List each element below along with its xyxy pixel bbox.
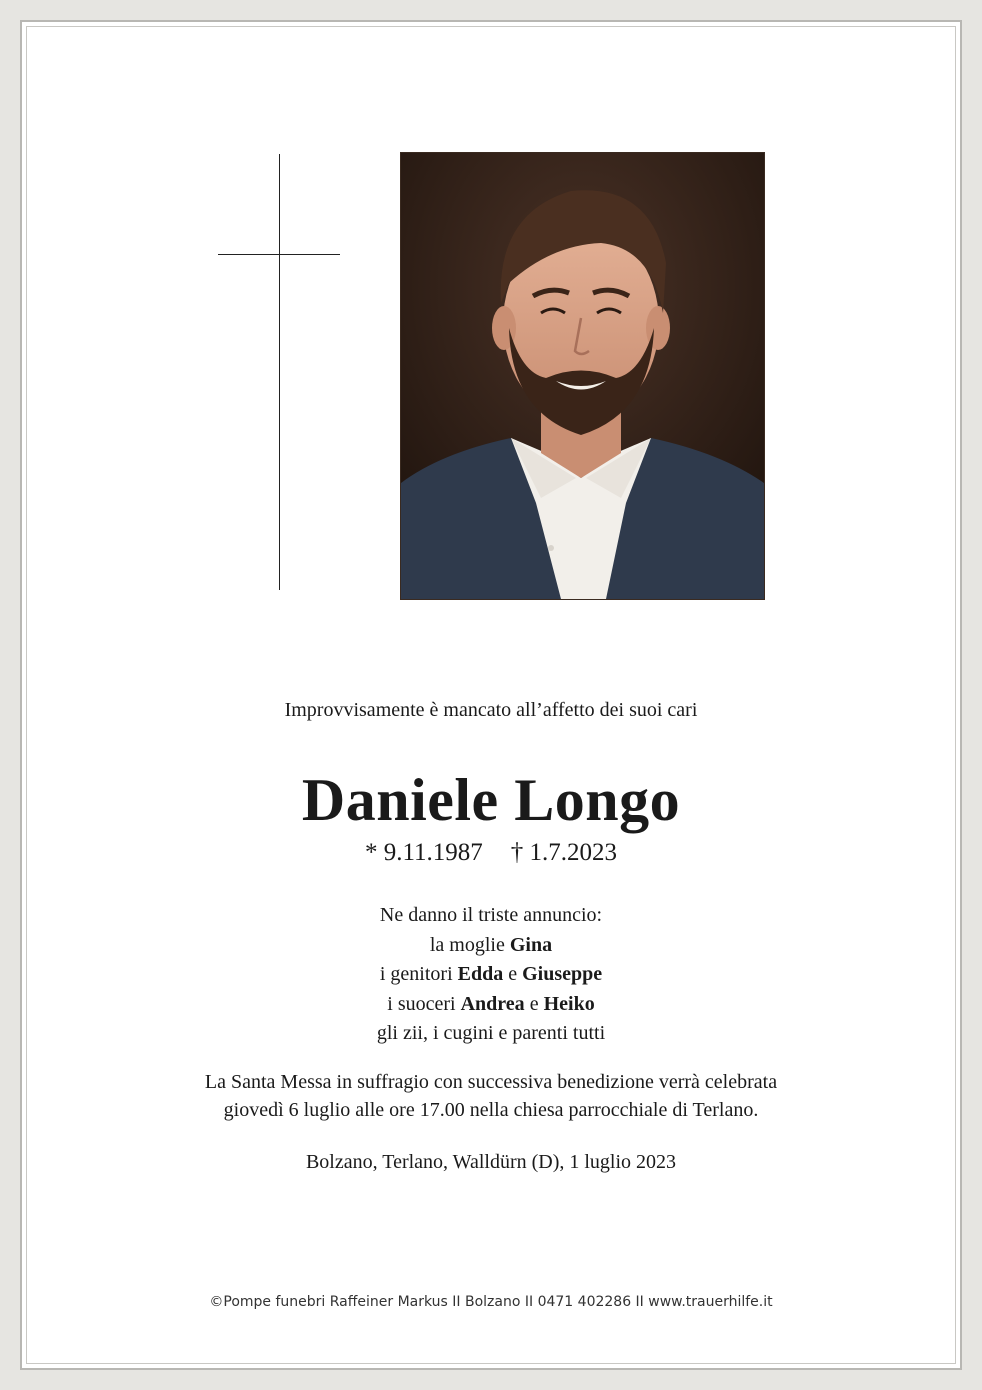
portrait-illustration xyxy=(401,153,764,599)
place-and-date: Bolzano, Terlano, Walldürn (D), 1 luglio 2023 xyxy=(305,1151,677,1173)
intro-text: Improvvisamente è mancato all’affetto dei suoi cari xyxy=(284,699,698,721)
birth-date: * 9.11.1987 xyxy=(364,839,483,866)
announcement-heading: Ne danno il triste annuncio: xyxy=(379,904,603,926)
parents-line xyxy=(0,960,982,990)
funeral-home-footer: ©Pompe funebri Raffeiner Markus II Bolzano II 0471 402286 II www.trauerhilfe.it xyxy=(209,1294,773,1310)
inlaws-line xyxy=(0,990,982,1020)
inlaws-prefix: i suoceri xyxy=(387,992,456,1015)
inlaw2-name: Heiko xyxy=(543,992,595,1015)
mass-line-1: La Santa Messa in suffragio con successiva benedizione verrà celebrata xyxy=(204,1071,778,1093)
deceased-name: Daniele Longo xyxy=(301,767,681,833)
mass-announcement xyxy=(0,1068,982,1124)
parent1-name: Edda xyxy=(457,963,504,985)
cross-icon-vertical xyxy=(279,154,280,590)
conjunction: e xyxy=(508,963,518,985)
inlaw1-name: Andrea xyxy=(460,992,525,1015)
death-date: † 1.7.2023 xyxy=(510,839,618,866)
cross-icon-horizontal xyxy=(218,254,340,255)
wife-prefix: la moglie xyxy=(429,933,505,956)
parents-prefix: i genitori xyxy=(379,963,453,985)
portrait-photo xyxy=(401,153,764,599)
parent2-name: Giuseppe xyxy=(522,963,603,985)
mass-line-2: giovedì 6 luglio alle ore 17.00 nella chiesa parrocchiale di Terlano. xyxy=(223,1099,759,1121)
conjunction: e xyxy=(529,992,539,1015)
life-dates xyxy=(0,839,982,867)
wife-line xyxy=(0,931,982,961)
wife-name: Gina xyxy=(509,933,553,956)
relatives-line: gli zii, i cugini e parenti tutti xyxy=(376,1022,606,1044)
family-announcement xyxy=(0,901,982,1049)
